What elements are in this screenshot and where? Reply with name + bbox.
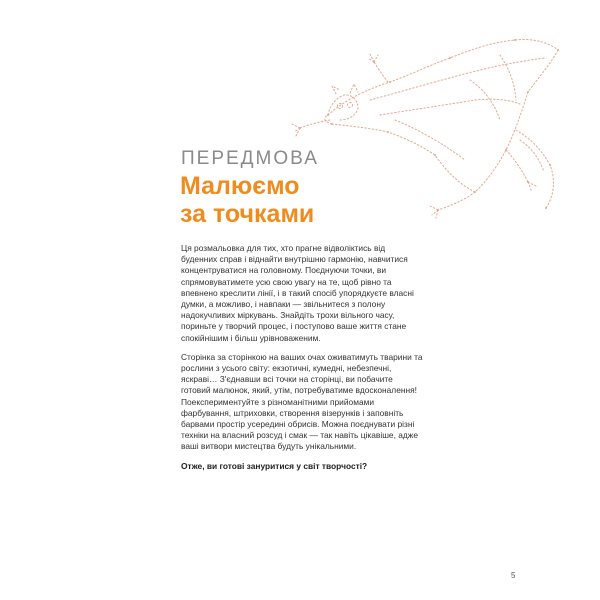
section-kicker: ПЕРЕДМОВА (181, 148, 319, 169)
closing-question: Отже, ви готові зануритися у світ творчості? (181, 460, 368, 471)
page-title (180, 172, 430, 228)
page-number: 5 (511, 571, 516, 580)
body-text (181, 243, 423, 480)
paragraph-1: Ця розмальовка для тих, хто прагне відволіктись від буденних справ і віднайти внутрішню гармонію, навчитися концентруватися на головному. Поєднуючи точки, ви спрямовуватимете усю свою увагу на те, щоб рівно та впевнено креслити лінії, і в такий спосіб упорядкуєте власні думки, а можливо, і навпаки — звільнитеся з полону надокучливих міркувань. Знайдіть трохи вільного часу, пориньте у творчий процес, і поступово ваше життя стане спокійнішим і більш урівноваженим. (181, 243, 414, 343)
page-title-line-2: за точками (180, 200, 315, 228)
page-title-line-1: Малюємо (180, 172, 300, 200)
paragraph-2: Сторінка за сторінкою на ваших очах оживатимуть тварини та рослини з усього світу: екзотичні, кумедні, небезпечні, яскраві… З'єднавши всі точки на сторінці, ви побачите готовий малюнок, який, утім, потребуватиме вдосконалення! Поекспериментуйте з різноманітними прийомами фарбування, штриховки, створення візерунків і заповніть барвами простір усередині обрисів. Можна поєднувати різні техніки на власний розсуд і смак — так навіть цікавіше, адже ваші витвори мистецтва будуть унікальними. (181, 351, 423, 452)
